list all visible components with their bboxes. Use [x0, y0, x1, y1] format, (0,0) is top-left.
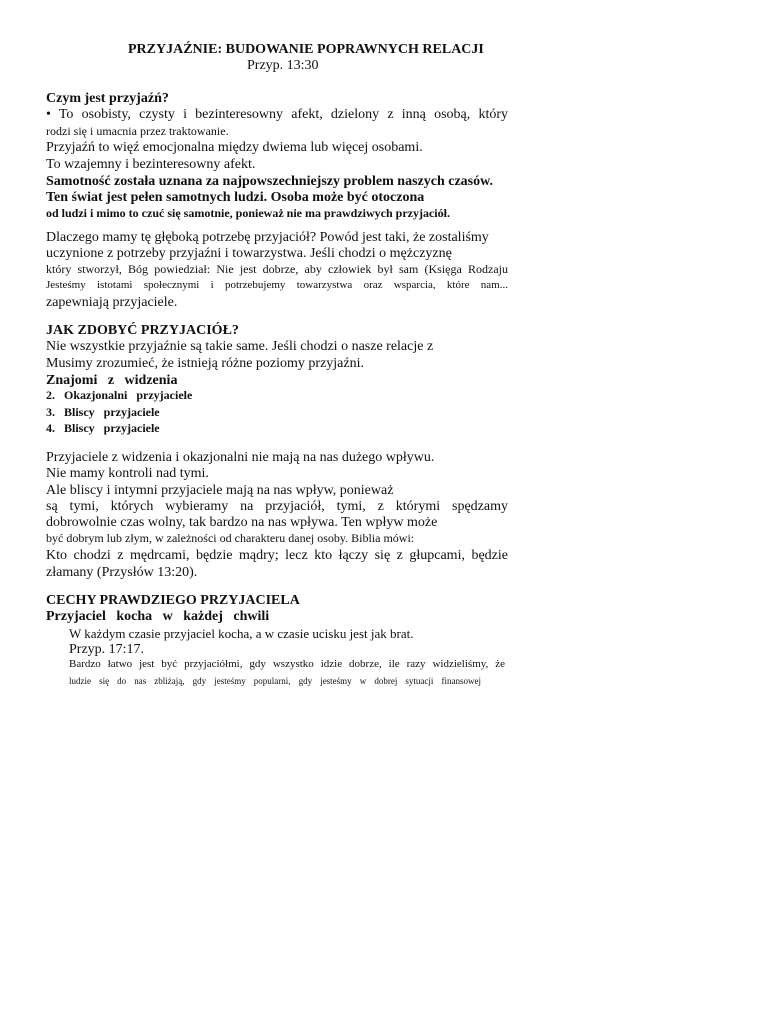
- paragraph-line: Nie wszystkie przyjaźnie są takie same. Jeśli chodzi o nasze relacje z: [46, 339, 434, 354]
- document-title: PRZYJAŹNIE: BUDOWANIE POPRAWNYCH RELACJI: [128, 42, 484, 57]
- list-item: 2. Okazjonalni przyjaciele: [46, 388, 193, 402]
- title-reference: Przyp. 13:30: [247, 58, 319, 73]
- paragraph-line: Kto chodzi z mędrcami, będzie mądry; lecz kto łączy się z głupcami, będzie: [46, 548, 508, 563]
- paragraph-line: zapewniają przyjaciele.: [46, 295, 178, 310]
- section-heading-what-is-friendship: Czym jest przyjaźń?: [46, 91, 169, 106]
- paragraph-line: który stworzył, Bóg powiedział: Nie jest dobrze, aby człowiek był sam (Księga Rodzaju: [46, 262, 508, 276]
- paragraph-line: dobrowolnie czas wolny, tak bardzo na nas wpływa. Ten wpływ może: [46, 515, 438, 530]
- paragraph-line: Jesteśmy istotami społecznymi i potrzebujemy towarzystwa oraz wsparcia, które nam...: [46, 279, 508, 291]
- paragraph-line: Musimy zrozumieć, że istnieją różne poziomy przyjaźni.: [46, 356, 365, 371]
- paragraph-line: Przyjaźń to więź emocjonalna między dwiema lub więcej osobami.: [46, 140, 423, 155]
- list-item: 4. Bliscy przyjaciele: [46, 421, 160, 435]
- list-item: 3. Bliscy przyjaciele: [46, 405, 160, 419]
- paragraph-line: To wzajemny i bezinteresowny afekt.: [46, 157, 256, 172]
- paragraph-line: Bardzo łatwo jest być przyjaciółmi, gdy wszystko idzie dobrze, ile razy widzieliśmy, że: [69, 658, 505, 670]
- paragraph-line: • To osobisty, czysty i bezinteresowny afekt, dzielony z inną osobą, który: [46, 107, 508, 122]
- paragraph-line: ludzie się do nas zbliżają, gdy jesteśmy popularni, gdy jesteśmy w dobrej sytuacji finansowej: [69, 676, 481, 686]
- paragraph-line-bold: Samotność została uznana za najpowszechniejszy problem naszych czasów.: [46, 174, 493, 189]
- paragraph-line: Nie mamy kontroli nad tymi.: [46, 466, 209, 481]
- paragraph-line: Ale bliscy i intymni przyjaciele mają na nas wpływ, ponieważ: [46, 483, 394, 498]
- paragraph-line: złamany (Przysłów 13:20).: [46, 565, 198, 580]
- paragraph-line: być dobrym lub złym, w zależności od charakteru danej osoby. Biblia mówi:: [46, 531, 415, 545]
- paragraph-line: Przyjaciele z widzenia i okazjonalni nie mają na nas dużego wpływu.: [46, 450, 435, 465]
- subheading: Przyjaciel kocha w każdej chwili: [46, 609, 270, 624]
- paragraph-line: Dlaczego mamy tę głęboką potrzebę przyjaciół? Powód jest taki, że zostaliśmy: [46, 230, 489, 245]
- list-item: Znajomi z widzenia: [46, 373, 178, 388]
- quote-reference: Przyp. 17:17.: [69, 642, 145, 657]
- section-heading-true-friend-traits: CECHY PRAWDZIEGO PRZYJACIELA: [46, 593, 300, 608]
- paragraph-line: są tymi, których wybieramy na przyjaciół, tymi, z którymi spędzamy: [46, 499, 508, 514]
- section-heading-how-to-make-friends: JAK ZDOBYĆ PRZYJACIÓŁ?: [46, 323, 239, 338]
- paragraph-line-bold: Ten świat jest pełen samotnych ludzi. Osoba może być otoczona: [46, 190, 425, 205]
- quote-line: W każdym czasie przyjaciel kocha, a w czasie ucisku jest jak brat.: [69, 626, 414, 641]
- paragraph-line: uczynione z potrzeby przyjaźni i towarzystwa. Jeśli chodzi o mężczyznę: [46, 246, 452, 261]
- paragraph-line-bold: od ludzi i mimo to czuć się samotnie, ponieważ nie ma prawdziwych przyjaciół.: [46, 206, 450, 220]
- paragraph-line: rodzi się i umacnia przez traktowanie.: [46, 124, 229, 138]
